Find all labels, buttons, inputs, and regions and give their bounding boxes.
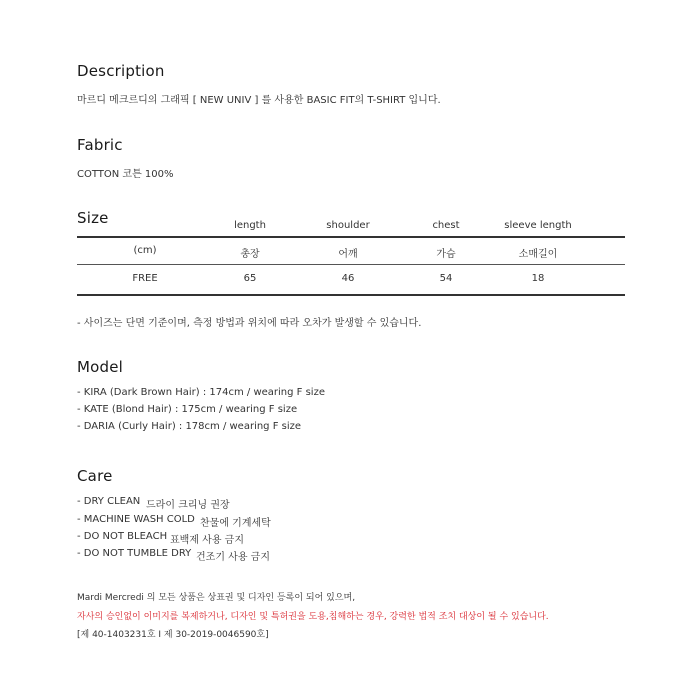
row-chest-value: 54: [439, 273, 453, 284]
col-en-chest: chest: [432, 220, 460, 231]
care-item-en: - MACHINE WASH COLD: [77, 514, 195, 525]
size-heading: Size: [77, 209, 109, 227]
unit-label: (cm): [133, 245, 157, 256]
col-ko-length: 총장: [240, 249, 260, 260]
care-item-ko: 표백제 사용 금지: [170, 535, 244, 546]
row-shoulder-value: 46: [341, 273, 355, 284]
registration-numbers: [제 40-1403231호 I 제 30-2019-0046590호]: [77, 630, 269, 640]
notice-warning: 자사의 승인없이 이미지를 복제하거나, 디자인 및 특허권을 도용,침해하는 경우, 강력한 법적 조치 대상이 될 수 있습니다.: [77, 612, 549, 622]
model-item: - KIRA (Dark Brown Hair) : 174cm / wearing F size: [77, 387, 325, 398]
col-en-shoulder: shoulder: [326, 220, 370, 231]
care-item-en: - DO NOT TUMBLE DRY: [77, 548, 192, 559]
table-header-rule: [77, 264, 625, 265]
col-ko-sleeve-length: 소매길이: [518, 249, 558, 260]
model-heading: Model: [77, 358, 124, 376]
model-item: - KATE (Blond Hair) : 175cm / wearing F size: [77, 404, 298, 415]
row-size: FREE: [132, 273, 158, 284]
care-heading: Care: [77, 467, 113, 485]
description-heading: Description: [77, 62, 165, 80]
care-item-en: - DRY CLEAN: [77, 496, 141, 507]
care-item-en: - DO NOT BLEACH: [77, 531, 168, 542]
care-item-ko: 드라이 크리닝 권장: [146, 500, 230, 511]
col-ko-chest: 가슴: [436, 249, 456, 260]
fabric-heading: Fabric: [77, 136, 123, 154]
care-item-ko: 찬물에 기계세탁: [200, 518, 271, 529]
table-top-rule: [77, 236, 625, 238]
size-note: - 사이즈는 단면 기준이며, 측정 방법과 위치에 따라 오차가 발생할 수 있습니다.: [77, 318, 422, 329]
description-text: 마르디 메크르디의 그래픽 [ NEW UNIV ] 를 사용한 BASIC FIT의 T-SHIRT 입니다.: [77, 95, 441, 106]
notice-line-1: Mardi Mercredi 의 모든 상품은 상표권 및 디자인 등록이 되어 있으며,: [77, 593, 356, 603]
row-sleeve-value: 18: [531, 273, 545, 284]
care-item-ko: 건조기 사용 금지: [196, 552, 270, 563]
model-item: - DARIA (Curly Hair) : 178cm / wearing F size: [77, 421, 302, 432]
col-ko-shoulder: 어깨: [338, 249, 358, 260]
table-bottom-rule: [77, 294, 625, 296]
fabric-text: COTTON 코튼 100%: [77, 169, 174, 180]
row-length-value: 65: [243, 273, 257, 284]
col-en-sleeve-length: sleeve length: [504, 220, 572, 231]
col-en-length: length: [234, 220, 266, 231]
